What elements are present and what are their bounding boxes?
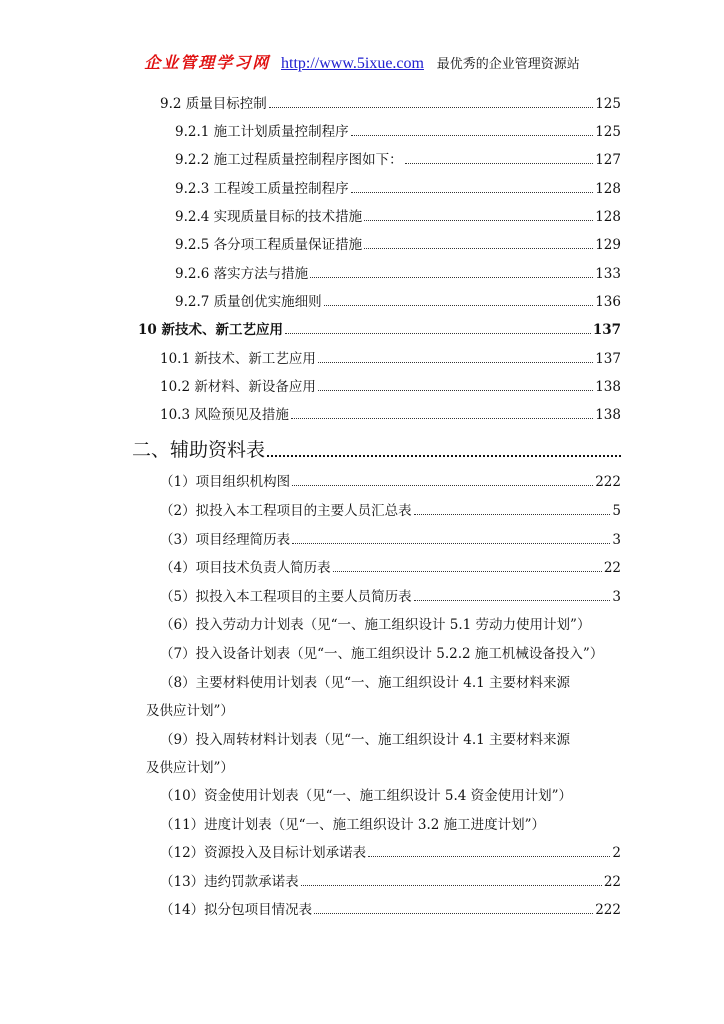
toc-entry[interactable] [175,122,621,142]
toc-entry[interactable] [138,320,621,340]
dot-leader [333,570,602,572]
toc-entry[interactable] [160,377,621,397]
toc-entry[interactable] [175,207,621,227]
aux-entry-page: 22 [603,560,621,576]
toc-entry-label: 10.2 新材料、新设备应用 [160,379,316,395]
aux-text-line: （7）投入设备计划表（见“一、施工组织设计 5.2.2 施工机械设备投入”） [160,646,604,662]
aux-entry[interactable] [160,530,621,550]
toc-entry-label: 9.2.7 质量创优实施细则 [175,294,322,310]
toc-entry-page: 137 [595,351,621,367]
toc-entry[interactable] [175,235,621,255]
toc-entry-page: 125 [595,96,621,112]
aux-entry-label: （14）拟分包项目情况表 [160,902,313,918]
toc-entry-page: 127 [595,152,621,168]
toc-entry-page: 137 [592,322,621,338]
dot-leader [269,106,593,108]
dot-leader [318,389,593,391]
dot-leader [324,304,594,306]
toc-entry-label: 9.2.1 施工计划质量控制程序 [175,124,349,140]
dot-leader [405,162,594,164]
dot-leader [351,191,594,193]
dot-leader [291,417,593,419]
toc-entry[interactable] [175,150,621,170]
aux-entry-page: 222 [595,902,621,918]
toc-entry-label: 9.2.5 各分项工程质量保证措施 [175,237,363,253]
toc-entry-page: 128 [595,181,621,197]
aux-entry-label: （13）违约罚款承诺表 [160,874,299,890]
toc-entry-label: 9.2.4 实现质量目标的技术措施 [175,209,363,225]
toc-entry[interactable] [160,94,621,114]
aux-entry-label: （4）项目技术负责人简历表 [160,560,331,576]
toc-entry-label: 10 新技术、新工艺应用 [138,322,283,338]
aux-text-line: 及供应计划”） [146,703,234,719]
page-header [0,50,724,73]
aux-entry-page: 5 [612,503,621,519]
toc-entry-label: 10.3 风险预见及措施 [160,407,289,423]
aux-text-line: （11）进度计划表（见“一、施工组织设计 3.2 施工进度计划”） [160,817,546,833]
aux-entry-label: （12）资源投入及目标计划承诺表 [160,845,367,861]
toc-entry[interactable] [175,292,621,312]
toc-entry-label: 9.2.6 落实方法与措施 [175,266,309,282]
aux-entry-label: （1）项目组织机构图 [160,474,291,490]
aux-entry[interactable] [160,501,621,521]
dot-leader [292,484,593,486]
toc-entry[interactable] [175,179,621,199]
site-slogan: 最优秀的企业管理资源站 [436,57,580,72]
toc-entry[interactable] [175,264,621,284]
dot-leader [364,247,593,249]
dot-leader [414,599,611,601]
dot-leader [285,332,591,334]
aux-entry-page: 2 [612,845,621,861]
toc-entry[interactable] [160,349,621,369]
toc-entry-page: 125 [595,124,621,140]
toc-entry-page: 128 [595,209,621,225]
aux-entry-page: 222 [595,474,621,490]
aux-entry-page: 3 [612,589,621,605]
aux-entry[interactable] [160,872,621,892]
aux-text-line: 及供应计划”） [146,760,234,776]
dot-leader [314,912,593,914]
aux-text-line: （9）投入周转材料计划表（见“一、施工组织设计 4.1 主要材料来源 [160,732,571,748]
aux-entry-label: （2）拟投入本工程项目的主要人员汇总表 [160,503,412,519]
toc-entry-page: 138 [595,407,621,423]
aux-entry[interactable] [160,587,621,607]
dot-leader [310,276,593,278]
aux-text-line: （10）资金使用计划表（见“一、施工组织设计 5.4 资金使用计划”） [160,788,573,804]
aux-entry[interactable] [160,843,621,863]
dot-leader [364,219,593,221]
toc-entry-label: 10.1 新技术、新工艺应用 [160,351,316,367]
toc-entry-page: 138 [595,379,621,395]
section-heading-label: 二、辅助资料表 [132,439,266,461]
aux-entry-page: 3 [612,532,621,548]
toc-entry-label: 9.2.2 施工过程质量控制程序图如下： [175,152,403,168]
site-link[interactable]: http://www.5ixue.com [281,55,424,72]
toc-entry-page: 133 [595,266,621,282]
aux-entry-label: （3）项目经理简历表 [160,532,291,548]
toc-entry-label: 9.2.3 工程竣工质量控制程序 [175,181,349,197]
aux-text-line: （8）主要材料使用计划表（见“一、施工组织设计 4.1 主要材料来源 [160,675,571,691]
aux-entry[interactable] [160,558,621,578]
dot-leader [318,361,593,363]
dot-leader [292,542,610,544]
toc-entry-page: 129 [595,237,621,253]
dot-leader [351,134,594,136]
aux-entry-page: 22 [603,874,621,890]
aux-entry-label: （5）拟投入本工程项目的主要人员简历表 [160,589,412,605]
dot-leader [301,884,602,886]
toc-entry-label: 9.2 质量目标控制 [160,96,267,112]
dot-leader [267,454,621,457]
section-heading[interactable] [132,437,621,463]
aux-entry[interactable] [160,472,621,492]
toc-entry-page: 136 [595,294,621,310]
aux-entry[interactable] [160,900,621,920]
toc-entry[interactable] [160,405,621,425]
brand-name: 企业管理学习网 [144,53,271,72]
aux-text-line: （6）投入劳动力计划表（见“一、施工组织设计 5.1 劳动力使用计划”） [160,617,591,633]
dot-leader [414,513,611,515]
dot-leader [368,855,610,857]
